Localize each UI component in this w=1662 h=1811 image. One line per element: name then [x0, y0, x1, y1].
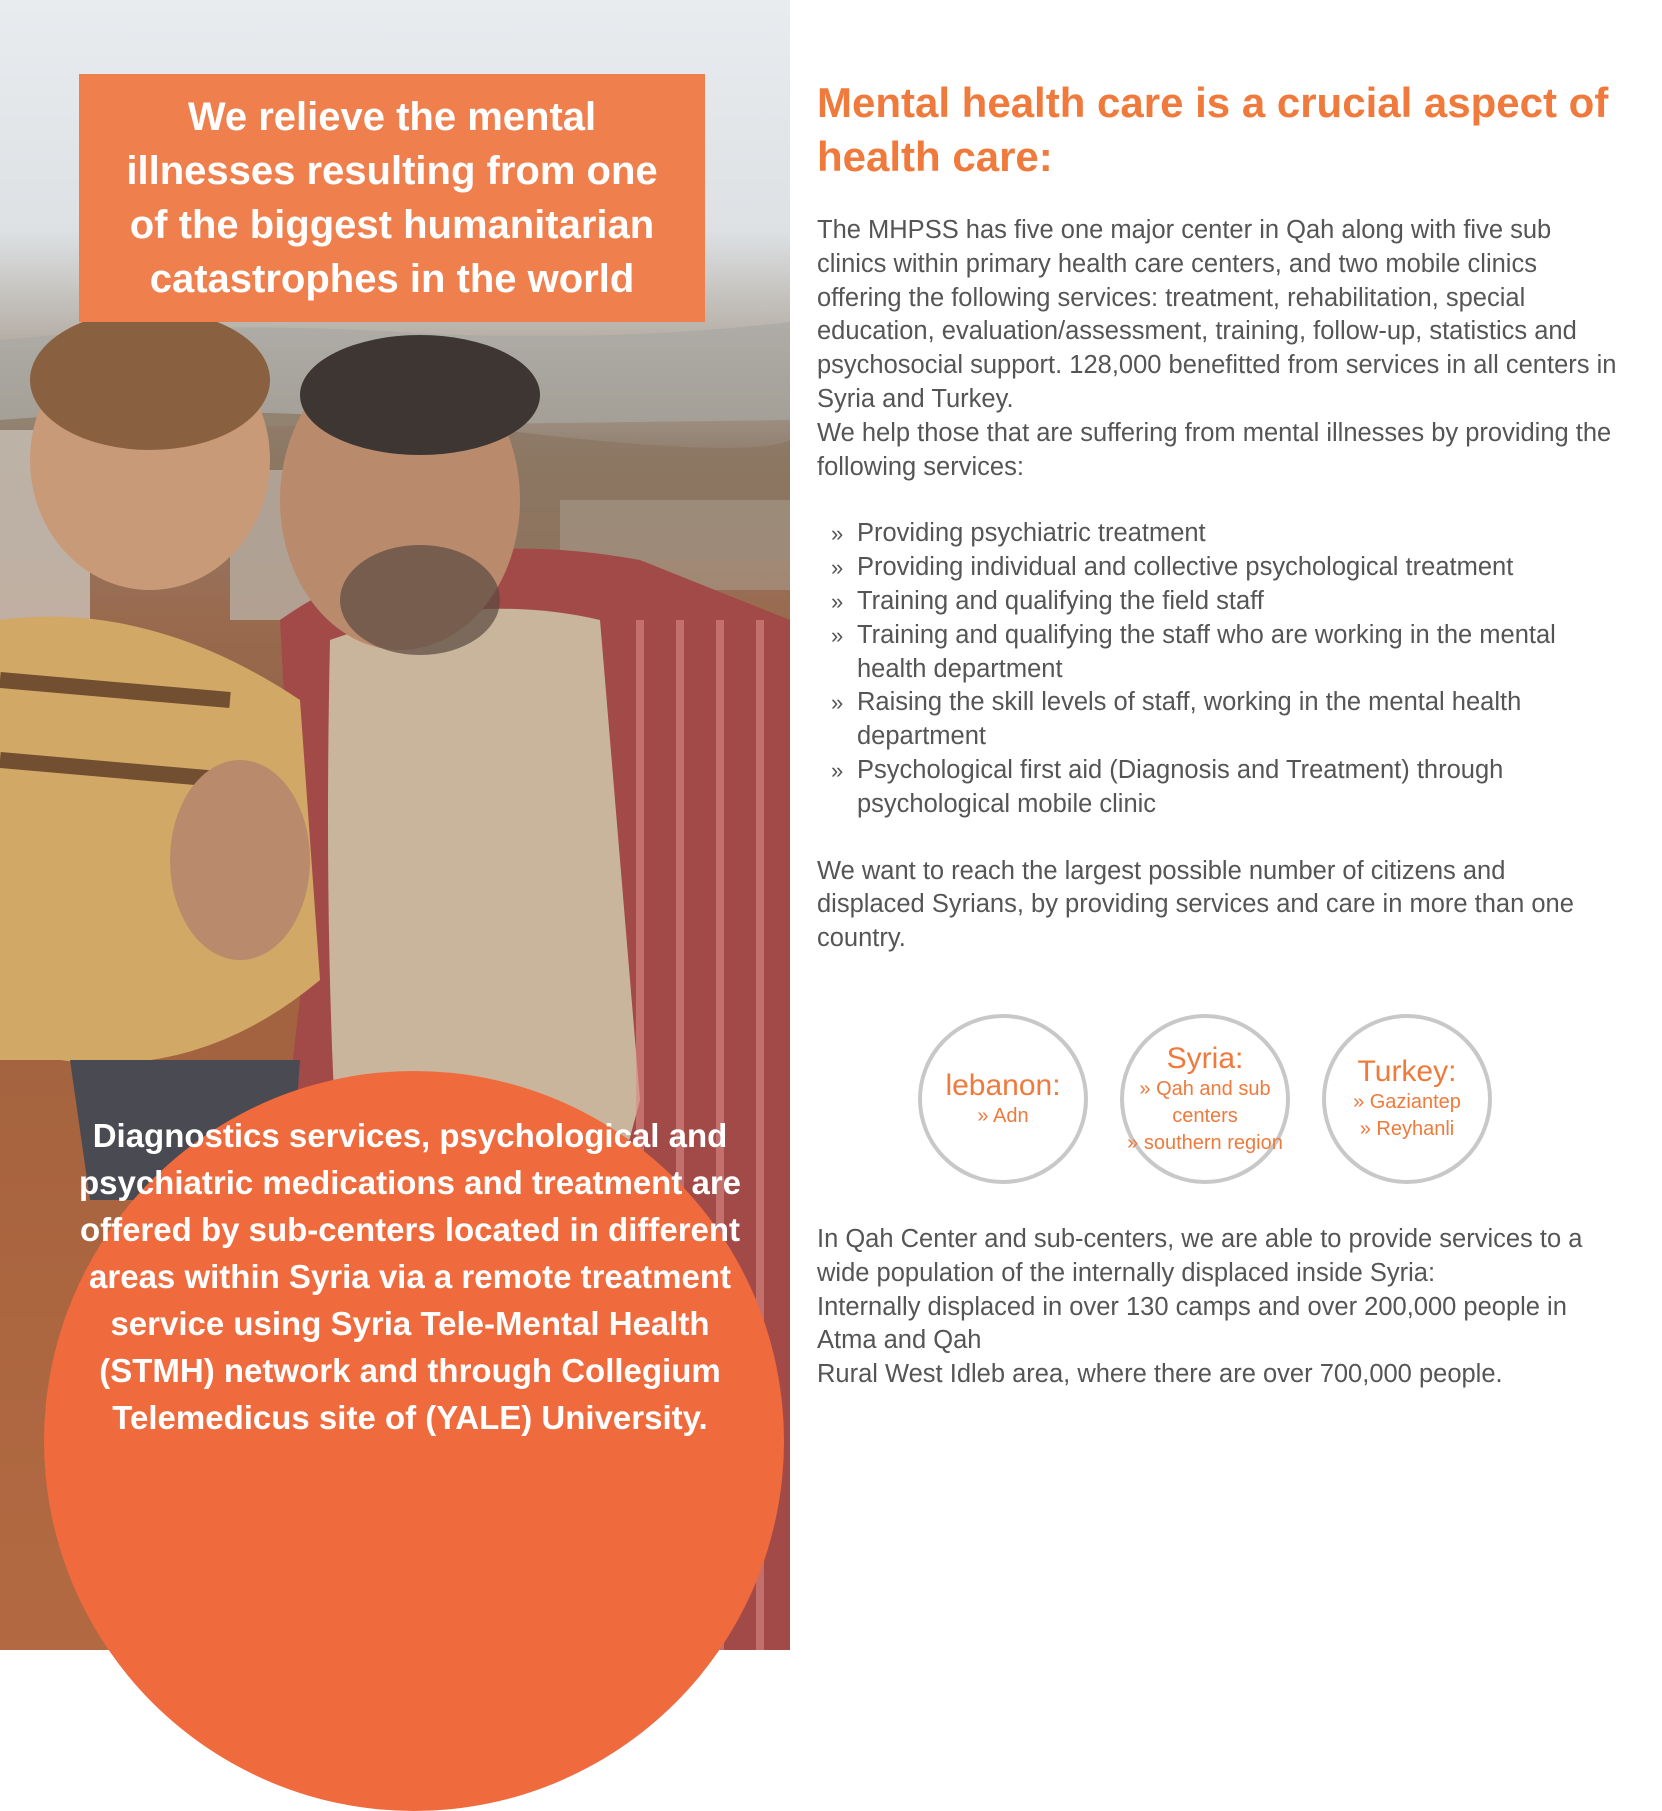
- bullet-icon: »: [831, 588, 844, 614]
- reach-paragraph: We want to reach the largest possible number of citizens and displaced Syrians, by providing services and care in more than one country.: [817, 856, 1574, 953]
- country-circle-turkey: Turkey: » Gaziantep » Reyhanli: [1322, 1014, 1492, 1184]
- bullet-icon: »: [831, 521, 844, 547]
- country-circles: [918, 1014, 1498, 1186]
- country-circle-lebanon: lebanon: » Adn: [918, 1014, 1088, 1184]
- info-circle-text: Diagnostics services, psychological and psychiatric medications and treatment are offered by sub-centers located in different areas within Syria via a remote treatment service using Syria Tele-Mental Health (STMH) network and through Collegium Telemedicus site of (YALE) University.: [78, 1117, 742, 1436]
- quote-text: We relieve the mental illnesses resulting from one of the biggest humanitarian catastrophes in the world: [126, 95, 658, 301]
- quote-box: [79, 74, 705, 322]
- country-circle-syria: Syria: » Qah and sub centers » southern region: [1120, 1014, 1290, 1184]
- bullet-icon: »: [831, 690, 844, 716]
- list-item: » Psychological first aid (Diagnosis and Treatment) through psychological mobile clinic: [831, 754, 1617, 822]
- bottom-paragraph-3: Rural West Idleb area, where there are over 700,000 people.: [817, 1360, 1503, 1389]
- list-item: » Providing psychiatric treatment: [831, 517, 1617, 551]
- page-title: Mental health care is a crucial aspect of health care:: [817, 79, 1609, 180]
- bullet-icon: »: [831, 622, 844, 648]
- help-intro-paragraph: We help those that are suffering from mental illnesses by providing the following services:: [817, 418, 1612, 481]
- intro-paragraph: The MHPSS has five one major center in Qah along with five sub clinics within primary health care centers, and two mobile clinics offering the following services: treatment, rehabilitation, special education, evaluation/assessment, training, follow-up, statistics and psychosocial support. 128,000 benefitted from services in all centers in Syria and Turkey.: [817, 216, 1617, 413]
- main-content: [817, 76, 1617, 956]
- bullet-icon: »: [831, 757, 844, 783]
- services-list: [817, 517, 1617, 821]
- list-item: » Training and qualifying the field staff: [831, 585, 1617, 619]
- list-item: » Training and qualifying the staff who are working in the mental health department: [831, 619, 1617, 687]
- bottom-paragraph-1: In Qah Center and sub-centers, we are able to provide services to a wide population of the internally displaced inside Syria:: [817, 1225, 1583, 1287]
- bullet-icon: »: [831, 555, 844, 581]
- list-item: » Raising the skill levels of staff, working in the mental health department: [831, 686, 1617, 754]
- bottom-paragraph-2: Internally displaced in over 130 camps and over 200,000 people in Atma and Qah: [817, 1292, 1567, 1355]
- list-item: » Providing individual and collective psychological treatment: [831, 551, 1617, 585]
- bottom-text: [817, 1223, 1617, 1392]
